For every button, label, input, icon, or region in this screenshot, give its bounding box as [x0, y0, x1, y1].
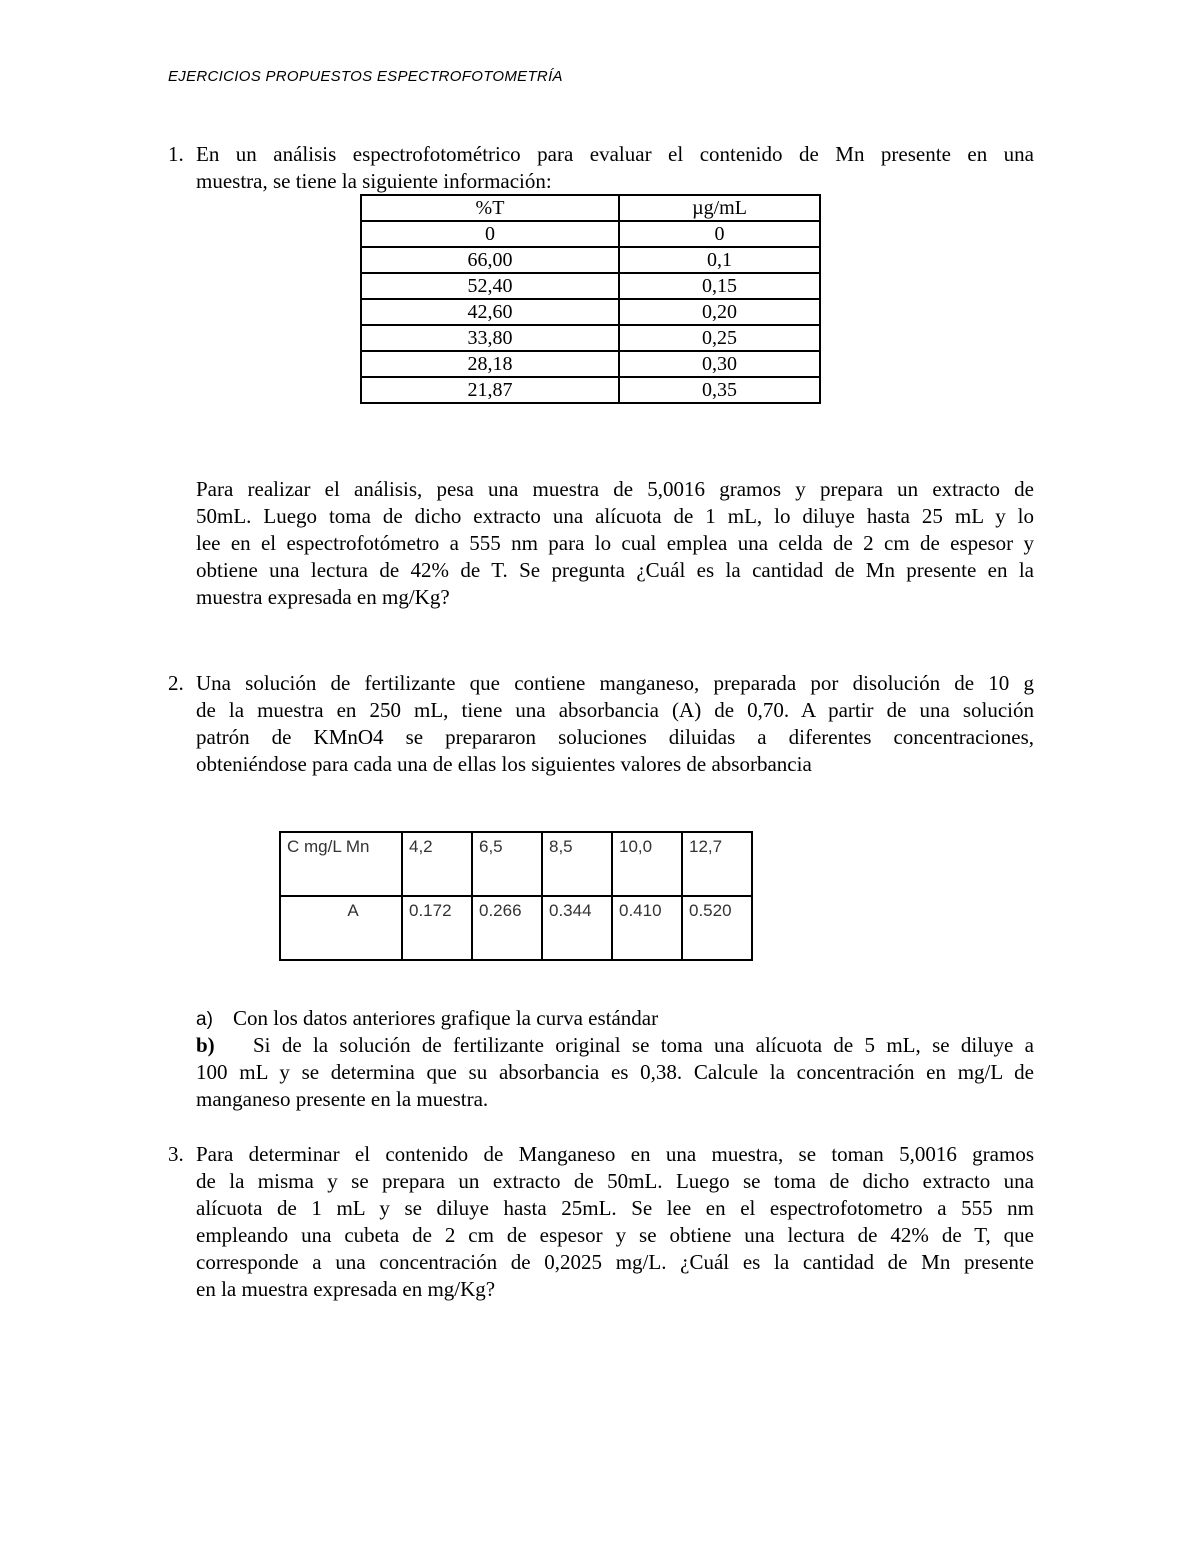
table-cell: 0.520	[682, 896, 752, 960]
table-cell-label: A	[280, 896, 402, 960]
table-cell: 33,80	[361, 325, 619, 351]
table-cell-label: C mg/L Mn	[280, 832, 402, 896]
item-b-line-2: 100 mL y se determina que su absorbancia es 0,38. Calcule la concentración en mg/L de	[196, 1060, 1034, 1084]
exercise-3-line-2: de la misma y se prepara un extracto de 50mL. Luego se toma de dicho extracto una	[196, 1169, 1034, 1193]
table-row	[361, 221, 820, 247]
exercise-3-line-1: Para determinar el contenido de Manganeso en una muestra, se toman 5,0016 gramos	[196, 1142, 1034, 1166]
table-cell: 42,60	[361, 299, 619, 325]
exercise-1-line-4: obtiene una lectura de 42% de T. Se pregunta ¿Cuál es la cantidad de Mn presente en la	[196, 558, 1034, 582]
table-cell: 52,40	[361, 273, 619, 299]
table-cell: 0,1	[619, 247, 820, 273]
exercise-3-line-3: alícuota de 1 mL y se diluye hasta 25mL. Se lee en el espectrofotometro a 555 nm	[196, 1196, 1034, 1220]
table-row	[361, 299, 820, 325]
table-cell: 0.172	[402, 896, 472, 960]
exercise-1-line-3: lee en el espectrofotómetro a 555 nm para lo cual emplea una celda de 2 cm de espesor y	[196, 531, 1034, 555]
table-cell: 28,18	[361, 351, 619, 377]
table-cell: 8,5	[542, 832, 612, 896]
exercise-1-number: 1.	[168, 142, 184, 166]
table-header-row	[361, 195, 820, 221]
table-row	[361, 351, 820, 377]
exercise-3-line-4: empleando una cubeta de 2 cm de espesor y se obtiene una lectura de 42% de T, que	[196, 1223, 1034, 1247]
table-header-cell: %T	[361, 195, 619, 221]
table-cell: 0,25	[619, 325, 820, 351]
exercise-2-line-3: patrón de KMnO4 se prepararon soluciones diluidas a diferentes concentraciones,	[196, 725, 1034, 749]
table-cell: 10,0	[612, 832, 682, 896]
table-row	[361, 273, 820, 299]
exercise-1-intro-line-1: En un análisis espectrofotométrico para evaluar el contenido de Mn presente en una	[196, 142, 1034, 166]
table-cell: 6,5	[472, 832, 542, 896]
exercise-1-intro-line-2: muestra, se tiene la siguiente información:	[196, 169, 552, 193]
table-cell: 0,30	[619, 351, 820, 377]
exercise-3-number: 3.	[168, 1142, 184, 1166]
item-a-label	[196, 1005, 213, 1033]
table-cell: 0,15	[619, 273, 820, 299]
table-cell: 0,20	[619, 299, 820, 325]
table-row	[361, 377, 820, 403]
table-header-cell: µg/mL	[619, 195, 820, 221]
table-cell: 12,7	[682, 832, 752, 896]
item-b-line-3: manganeso presente en la muestra.	[196, 1087, 489, 1111]
exercise-2-line-2: de la muestra en 250 mL, tiene una absorbancia (A) de 0,70. A partir de una solución	[196, 698, 1034, 722]
item-a-marker: a)	[196, 1009, 213, 1030]
exercise-1-line-5: muestra expresada en mg/Kg?	[196, 585, 450, 609]
page-header: EJERCICIOS PROPUESTOS ESPECTROFOTOMETRÍA	[168, 68, 563, 85]
table-cell: 0.344	[542, 896, 612, 960]
item-a-text: Con los datos anteriores grafique la curva estándar	[233, 1006, 659, 1030]
table-cell: 0	[619, 221, 820, 247]
table-cell: 0.410	[612, 896, 682, 960]
exercise-2-line-1: Una solución de fertilizante que contiene manganeso, preparada por disolución de 10 g	[196, 671, 1034, 695]
table-cell: 0.266	[472, 896, 542, 960]
table-row	[280, 896, 752, 960]
transmittance-table	[360, 194, 821, 404]
table-row	[361, 247, 820, 273]
absorbance-table	[279, 831, 753, 961]
table-row	[280, 832, 752, 896]
table-row	[361, 325, 820, 351]
item-b-marker: b)	[196, 1033, 215, 1057]
exercise-1-line-1: Para realizar el análisis, pesa una muestra de 5,0016 gramos y prepara un extracto de	[196, 477, 1034, 501]
exercise-2-line-4: obteniéndose para cada una de ellas los siguientes valores de absorbancia	[196, 752, 812, 776]
table-cell: 0	[361, 221, 619, 247]
exercise-3-line-6: en la muestra expresada en mg/Kg?	[196, 1277, 496, 1301]
table-cell: 21,87	[361, 377, 619, 403]
table-cell: 4,2	[402, 832, 472, 896]
table-cell: 0,35	[619, 377, 820, 403]
item-b-line-1: Si de la solución de fertilizante original se toma una alícuota de 5 mL, se diluye a	[253, 1033, 1034, 1057]
exercise-3-line-5: corresponde a una concentración de 0,2025 mg/L. ¿Cuál es la cantidad de Mn presente	[196, 1250, 1034, 1274]
exercise-1-line-2: 50mL. Luego toma de dicho extracto una alícuota de 1 mL, lo diluye hasta 25 mL y lo	[196, 504, 1034, 528]
table-cell: 66,00	[361, 247, 619, 273]
exercise-2-number: 2.	[168, 671, 184, 695]
